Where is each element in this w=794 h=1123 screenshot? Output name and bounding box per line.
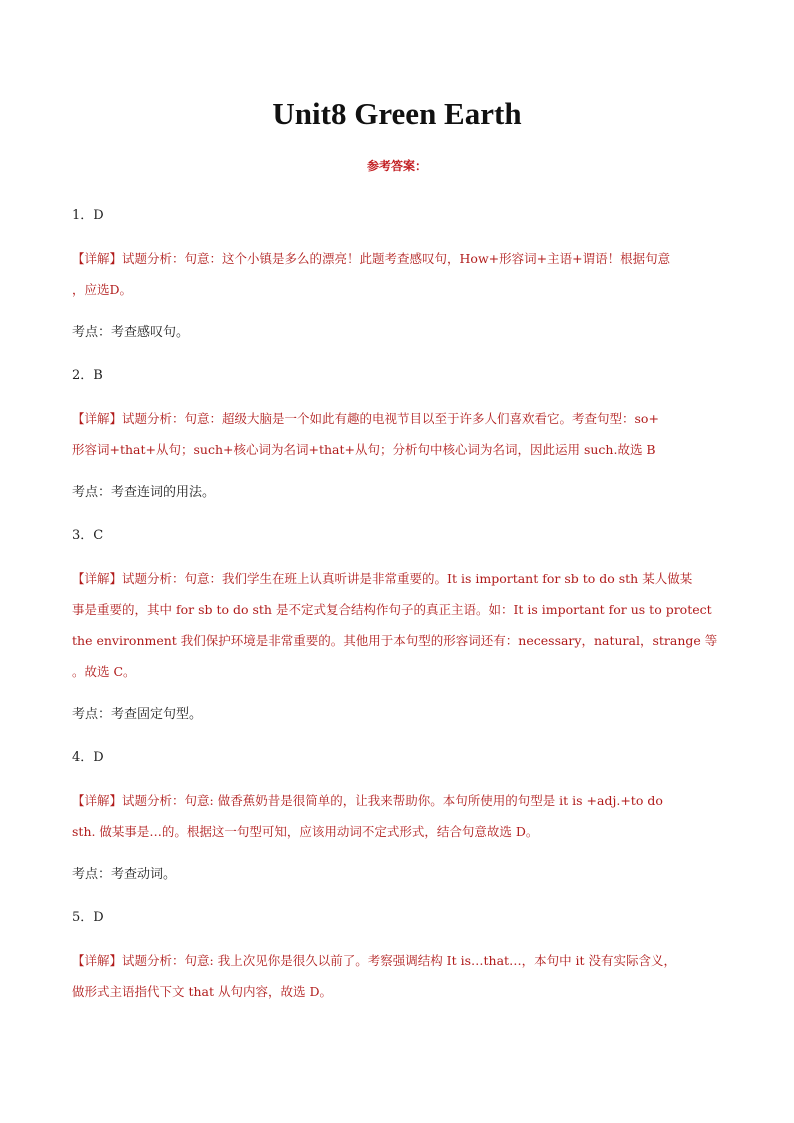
explanation-line: 形容词+that+从句；such+核心词为名词+that+从句；分析句中核心词为名词，因此运用 such.故选 B bbox=[72, 442, 656, 457]
explanation-line: 试题分析：句意：超级大脑是一个如此有趣的电视节目以至于许多人们喜欢看它。考查句型：so+ bbox=[122, 411, 659, 426]
answer-item bbox=[72, 360, 724, 508]
explanation-line: 事是重要的，其中 for sb to do sth 是不定式复合结构作句子的真正主语。如：It is important for us to protect bbox=[72, 602, 712, 617]
page-title: Unit8 Green Earth bbox=[272, 96, 522, 131]
question-number: 3．C bbox=[72, 528, 104, 543]
explanation-line: 试题分析：句意：我们学生在班上认真听讲是非常重要的。It is important for sb to do sth 某人做某 bbox=[122, 571, 693, 586]
answer-item bbox=[72, 520, 724, 730]
detail-tag: 【详解】 bbox=[72, 793, 123, 808]
answer-explanation bbox=[72, 945, 724, 1007]
question-number: 1．D bbox=[72, 208, 104, 223]
question-number: 4．D bbox=[72, 750, 104, 765]
question-number: 5．D bbox=[72, 910, 104, 925]
answer-explanation bbox=[72, 403, 724, 465]
answer-item bbox=[72, 902, 724, 1007]
answer-list bbox=[72, 200, 724, 1019]
answer-key-heading: 参考答案： bbox=[366, 159, 427, 173]
explanation-line: the environment 我们保护环境是非常重要的。其他用于本句型的形容词还有：necessary，natural，strange 等 bbox=[72, 633, 718, 648]
answer-explanation bbox=[72, 563, 724, 687]
detail-tag: 【详解】 bbox=[72, 251, 123, 266]
detail-tag: 【详解】 bbox=[72, 953, 123, 968]
detail-tag: 【详解】 bbox=[72, 571, 123, 586]
detail-tag: 【详解】 bbox=[72, 411, 123, 426]
answer-explanation bbox=[72, 243, 724, 305]
exam-point: 考点：考查连词的用法。 bbox=[72, 485, 216, 500]
exam-point: 考点：考查固定句型。 bbox=[72, 707, 203, 722]
explanation-line: 。故选 C。 bbox=[72, 664, 136, 679]
explanation-line: 试题分析：句意：这个小镇是多么的漂亮！此题考查感叹句，How+形容词+主语+谓语！根据句意 bbox=[122, 251, 671, 266]
explanation-line: 做形式主语指代下文 that 从句内容，故选 D。 bbox=[72, 984, 332, 999]
explanation-line: 试题分析：句意: 我上次见你是很久以前了。考察强调结构 It is…that…，本句中 it 没有实际含义， bbox=[122, 953, 677, 968]
question-number: 2．B bbox=[72, 368, 103, 383]
explanation-line: 试题分析：句意: 做香蕉奶昔是很简单的，让我来帮助你。本句所使用的句型是 it is +adj.+to do bbox=[122, 793, 663, 808]
answer-explanation bbox=[72, 785, 724, 847]
explanation-line: sth. 做某事是…的。根据这一句型可知，应该用动词不定式形式，结合句意故选 D。 bbox=[72, 824, 539, 839]
answer-item bbox=[72, 742, 724, 890]
exam-point: 考点：考查动词。 bbox=[72, 867, 177, 882]
exam-point: 考点：考查感叹句。 bbox=[72, 325, 190, 340]
answer-item bbox=[72, 200, 724, 348]
explanation-line: ，应选D。 bbox=[72, 282, 133, 297]
